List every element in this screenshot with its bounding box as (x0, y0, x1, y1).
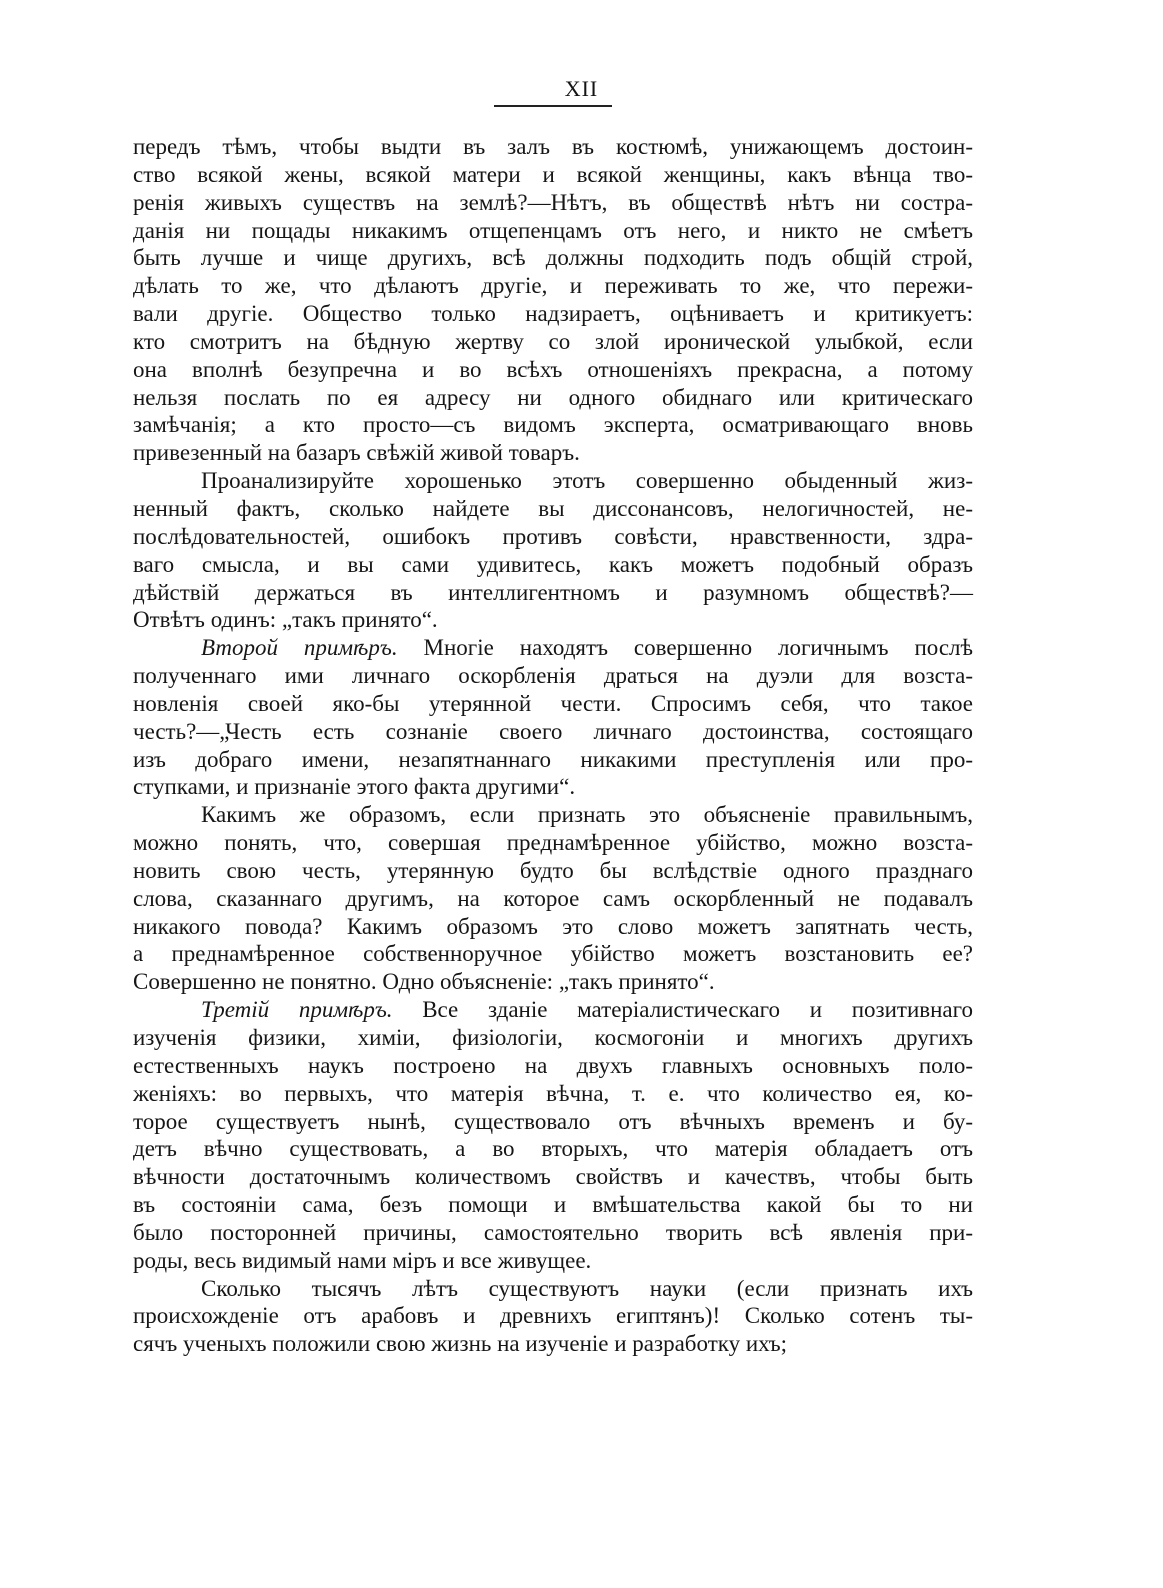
line-text: детъ вѣчно существовать, а во вторыхъ, что матерія обладаетъ отъ (133, 1136, 973, 1162)
line-text: ство всякой жены, всякой матери и всякой женщины, какъ вѣнца тво- (133, 161, 973, 187)
line-text: вѣчности достаточнымъ количествомъ свойствъ и качествъ, чтобы быть (133, 1164, 973, 1190)
line-text: Какимъ же образомъ, если признать это объясненіе правильнымъ, (201, 802, 973, 828)
page-body-text (133, 133, 973, 1358)
line-text: Проанализируйте хорошенько этотъ совершенно обыденный жиз- (201, 468, 973, 494)
text-line (133, 1330, 973, 1358)
line-text: Совершенно не понятно. Одно объясненіе: „такъ принято“. (133, 969, 715, 995)
text-line (133, 189, 973, 217)
text-line (133, 1302, 973, 1330)
text-line (133, 133, 973, 161)
line-text: Все зданіе матеріалистическаго и позитивнаго (392, 997, 973, 1023)
text-line (133, 1191, 973, 1219)
text-line (133, 718, 973, 746)
text-line (133, 1247, 973, 1275)
text-line (133, 1080, 973, 1108)
line-text: было посторонней причины, самостоятельно творить всѣ явленія при- (133, 1219, 973, 1245)
header-rule (494, 105, 612, 107)
text-line (133, 746, 973, 774)
line-text: можно понять, что, совершая преднамѣренное убійство, можно возста- (133, 830, 973, 856)
line-text: привезенный на базаръ свѣжій живой товаръ. (133, 440, 580, 466)
line-text: полученнаго ими личнаго оскорбленія драться на дуэли для возста- (133, 663, 973, 689)
text-line (133, 1108, 973, 1136)
text-line (133, 1163, 973, 1191)
text-line (133, 244, 973, 272)
line-text: изъ добраго имени, незапятнаннаго никакими преступленія или про- (133, 746, 973, 772)
line-text: никакого повода? Какимъ образомъ это слово можетъ запятнать честь, (133, 913, 973, 939)
line-text: замѣчанія; а кто просто—съ видомъ эксперта, осматривающаго вновь (133, 412, 973, 438)
line-text: передъ тѣмъ, чтобы выдти въ залъ въ костюмѣ, унижающемъ достоин- (133, 134, 973, 159)
line-text: дѣйствій держаться въ интеллигентномъ и разумномъ обществѣ?— (133, 579, 973, 605)
example-heading: Третій примѣръ. (201, 997, 393, 1023)
page-number: XII (564, 76, 599, 101)
text-line (133, 773, 973, 801)
line-text: она вполнѣ безупречна и во всѣхъ отношеніяхъ прекрасна, а потому (133, 356, 973, 382)
line-text: Отвѣтъ одинъ: „такъ принято“. (133, 607, 438, 633)
text-line (133, 1024, 973, 1052)
line-text: ступками, и признаніе этого факта другими“. (133, 774, 576, 800)
line-text: естественныхъ наукъ построено на двухъ главныхъ основныхъ поло- (133, 1052, 973, 1078)
line-text: ваго смысла, и вы сами удивитесь, какъ можетъ подобный образъ (133, 551, 973, 577)
line-text: кто смотритъ на бѣдную жертву со злой иронической улыбкой, если (133, 328, 973, 354)
text-line (133, 328, 973, 356)
text-line (133, 411, 973, 439)
line-text: вали другіе. Общество только надзираетъ, оцѣниваетъ и критикуетъ: (133, 301, 973, 327)
line-text: Сколько тысячъ лѣтъ существуютъ науки (если признать ихъ (201, 1275, 973, 1301)
text-line (133, 940, 973, 968)
text-line (133, 885, 973, 913)
text-line (133, 829, 973, 857)
line-text: дѣлать то же, что дѣлаютъ другіе, и переживать то же, что пережи- (133, 273, 973, 299)
line-text: новить свою честь, утерянную будто бы вслѣдствіе одного празднаго (133, 857, 973, 883)
text-line (133, 996, 973, 1024)
text-line (133, 523, 973, 551)
line-text: послѣдовательностей, ошибокъ противъ совѣсти, нравственности, здра- (133, 523, 973, 549)
line-text: данія ни пощады никакимъ отщепенцамъ отъ него, и никто не смѣетъ (133, 217, 973, 243)
line-text: нельзя послать по ея адресу ни одного обиднаго или критическаго (133, 384, 973, 410)
text-line (133, 634, 973, 662)
text-line (133, 968, 973, 996)
text-line (133, 801, 973, 829)
text-line (133, 161, 973, 189)
text-line (133, 606, 973, 634)
line-text: новленія своей яко-бы утерянной чести. Спросимъ себя, что такое (133, 690, 973, 716)
text-line (133, 300, 973, 328)
text-line (133, 272, 973, 300)
line-text: въ состояніи сама, безъ помощи и вмѣшательства какой бы то ни (133, 1192, 973, 1218)
line-text: сячъ ученыхъ положили свою жизнь на изученіе и разработку ихъ; (133, 1331, 788, 1357)
text-line (133, 467, 973, 495)
text-line (133, 356, 973, 384)
line-text: происхожденіе отъ арабовъ и древнихъ египтянъ)! Сколько сотенъ ты- (133, 1303, 973, 1329)
text-line (133, 495, 973, 523)
text-line (133, 857, 973, 885)
line-text: слова, сказаннаго другимъ, на которое самъ оскорбленный не подавалъ (133, 885, 973, 911)
text-line (133, 690, 973, 718)
text-line (133, 662, 973, 690)
text-line (133, 579, 973, 607)
line-text: роды, весь видимый нами міръ и все живущее. (133, 1247, 592, 1273)
line-text: ненный фактъ, сколько найдете вы диссонансовъ, нелогичностей, не- (133, 495, 973, 521)
text-line (133, 1275, 973, 1303)
line-text: Многіе находятъ совершенно логичнымъ послѣ (397, 635, 973, 661)
text-line (133, 217, 973, 245)
line-text: а преднамѣренное собственноручное убійство можетъ возстановить ее? (133, 941, 973, 967)
line-text: ренія живыхъ существъ на землѣ?—Нѣтъ, въ обществѣ нѣтъ ни состра- (133, 189, 973, 215)
line-text: изученія физики, химіи, физіологіи, космогоніи и многихъ другихъ (133, 1025, 973, 1050)
line-text: торое существуетъ нынѣ, существовало отъ вѣчныхъ временъ и бу- (133, 1108, 973, 1134)
text-line (133, 1219, 973, 1247)
text-line (133, 1052, 973, 1080)
line-text: быть лучше и чище другихъ, всѣ должны подходить подъ общій строй, (133, 245, 973, 271)
example-heading: Второй примѣръ. (201, 635, 398, 661)
line-text: женіяхъ: во первыхъ, что матерія вѣчна, т. е. что количество ея, ко- (133, 1080, 973, 1106)
text-line (133, 551, 973, 579)
text-line (133, 439, 973, 467)
text-line (133, 1135, 973, 1163)
text-line (133, 913, 973, 941)
line-text: честь?—„Честь есть сознаніе своего личнаго достоинства, состоящаго (133, 718, 973, 744)
text-line (133, 384, 973, 412)
